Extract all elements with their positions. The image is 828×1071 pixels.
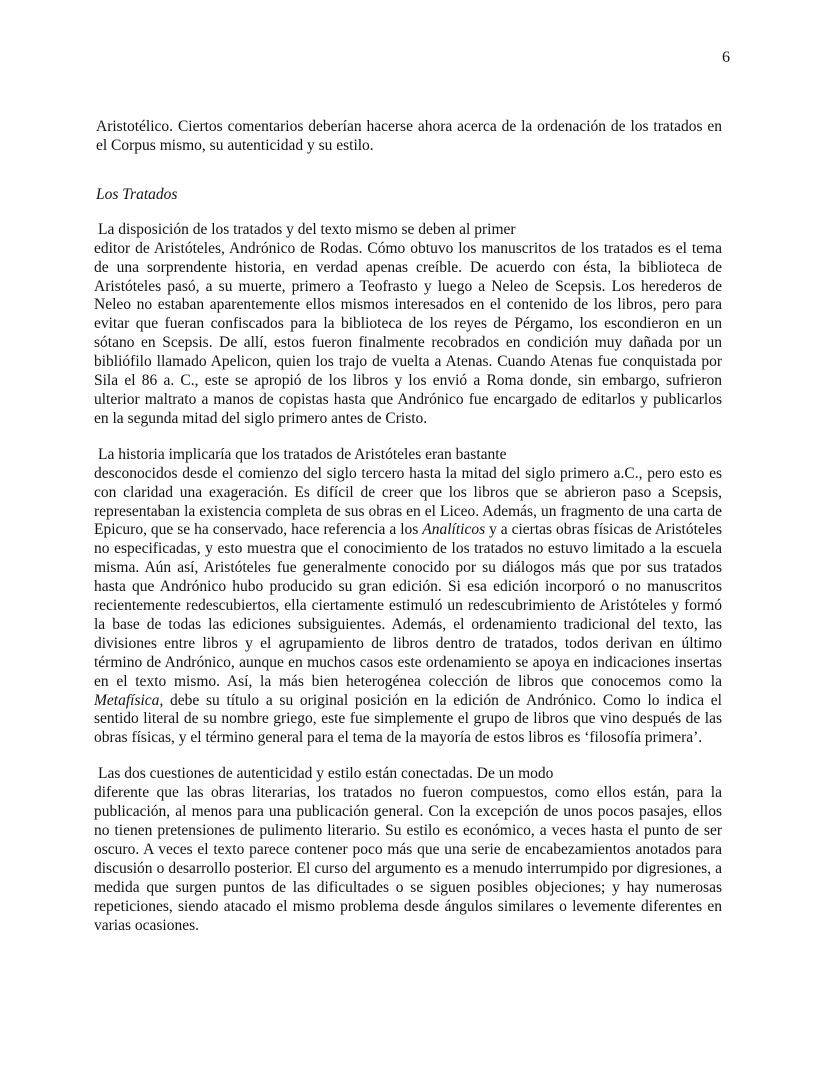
intro-paragraph: Aristotélico. Ciertos comentarios deberían hacerse ahora acerca de la ordenación de los tratados en el Corpus mismo, su autenticidad y su estilo. [96, 118, 722, 154]
paragraph-body [94, 465, 722, 749]
paragraph-disposicion [96, 221, 722, 429]
spacer [96, 748, 722, 765]
page-number: 6 [722, 49, 730, 66]
paragraph-first-line: Las dos cuestiones de autenticidad y estilo están conectadas. De un modo [98, 765, 554, 783]
paragraph-text-segment: desconocidos desde el comienzo del siglo tercero hasta la mitad del siglo primero a.C., pero esto es con claridad una exageración. Es difícil de creer que los libros que se abrieron paso a Scepsis, representaban la existencia completa de sus obras en el Liceo. Además, un fragmento de una carta de Epicuro, que se ha conservado, hace referencia a los [94, 464, 722, 539]
paragraph-text-segment: y a ciertas obras físicas de Aristóteles no especificadas, y esto muestra que el conocimiento de los tratados no estuvo limitado a la escuela misma. Aún así, Aristóteles fue generalmente conocido por su diálogos más que por sus tratados hasta que Andrónico hubo producido su gran edición. Si esa edición incorporó o no manuscritos recientemente redescubiertos, ella ciertamente estimuló un redescubrimiento de Aristóteles y formó la base de todas las ediciones subsiguientes. Además, el ordenamiento tradicional del texto, las divisiones entre libros y el agrupamiento de libros dentro de tratados, todos derivan en último término de Andrónico, aunque en muchos casos este ordenamiento se apoya en indicaciones insertas en el texto mismo. Así, la más bien heterogénea colección de libros que conocemos como la [94, 521, 722, 690]
spacer [96, 429, 722, 446]
spacer [96, 156, 722, 185]
italic-title-metafisica: Metafísica [94, 691, 160, 709]
paragraph-autenticidad [96, 765, 722, 935]
paragraph-body: diferente que las obras literarias, los tratados no fueron compuestos, como ellos están, para la publicación, al menos para una publicación general. Con la excepción de unos pocos pasajes, ellos no tienen pretensiones de pulimento literario. Su estilo es económico, a veces hasta el punto de ser oscuro. A veces el texto parece contener poco más que una serie de encabezamientos anotados para discusión o desarrollo posterior. El curso del argumento es a menudo interrumpido por digresiones, a medida que surgen puntos de las dificultades o se siguen posibles objeciones; y hay numerosas repeticiones, siendo atacado el mismo problema desde ángulos similares o levemente diferentes en varias ocasiones. [94, 784, 722, 934]
paragraph-body: editor de Aristóteles, Andrónico de Rodas. Cómo obtuvo los manuscritos de los tratados es el tema de una sorprendente historia, en verdad apenas creíble. De acuerdo con ésta, la biblioteca de Aristóteles pasó, a su muerte, primero a Teofrasto y luego a Neleo de Scepsis. Los herederos de Neleo no estaban aparentemente ellos mismos interesados en el contenido de los libros, pero para evitar que fueran confiscados para la biblioteca de los reyes de Pérgamo, los escondieron en un sótano en Scepsis. De allí, estos fueron finalmente recobrados en condición muy dañada por un bibliófilo llamado Apelicon, quien los trajo de vuelta a Atenas. Cuando Atenas fue conquistada por Sila el 86 a. C., este se apropió de los libros y los envió a Roma donde, sin embargo, sufrieron ulterior maltrato a manos de copistas hasta que Andrónico fue encargado de editarlos y publicarlos en la segunda mitad del siglo primero antes de Cristo. [94, 239, 722, 427]
paragraph-historia [96, 446, 722, 749]
italic-title-analiticos: Analíticos [422, 521, 486, 539]
paragraph-first-line: La disposición de los tratados y del texto mismo se deben al primer [98, 220, 516, 238]
document-body [96, 118, 722, 935]
paragraph-first-line: La historia implicaría que los tratados de Aristóteles eran bastante [98, 445, 507, 463]
spacer [96, 205, 722, 221]
section-heading: Los Tratados [96, 185, 178, 203]
paragraph-text-segment: , debe su título a su original posición en la edición de Andrónico. Como lo indica el sentido literal de su nombre griego, este fue simplemente el grupo de libros que vino después de las obras físicas, y el término general para el tema de la mayoría de estos libros es ‘filosofía primera’. [94, 691, 722, 747]
